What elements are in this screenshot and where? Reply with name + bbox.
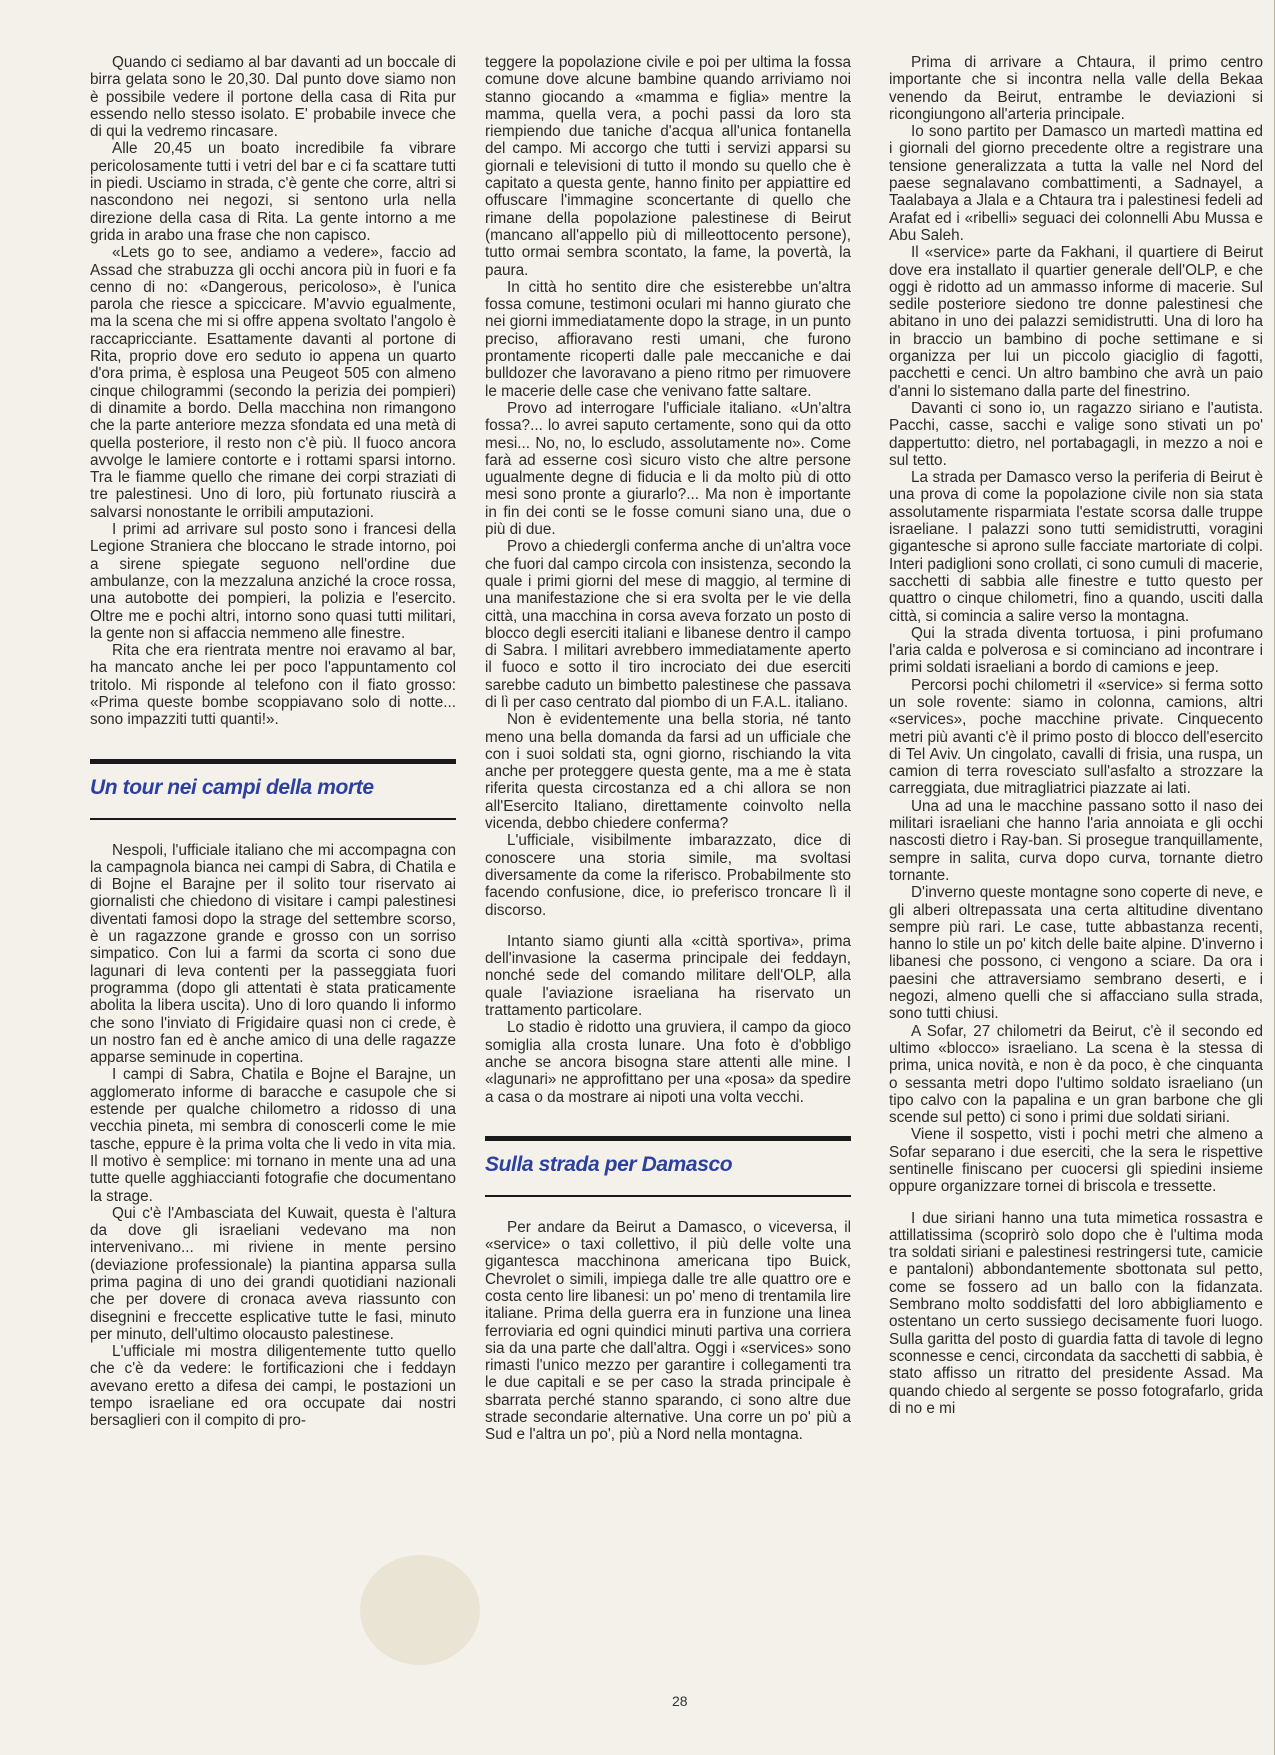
section-rule <box>485 1136 851 1141</box>
paragraph: A Sofar, 27 chilometri da Beirut, c'è il secondo ed ultimo «blocco» israeliano. La scena è la stessa di prima, unica novità, e non è da poco, è che cinquanta o sessanta metri dopo l'ultimo soldato israeliano (un tipo calvo con la papalina e un gran barbone che gli scende sul petto) ci sono i primi due soldati siriani. <box>889 1022 1263 1127</box>
section-heading-tour: Un tour nei campi della morte <box>90 775 374 799</box>
paragraph: teggere la popolazione civile e poi per ultima la fossa comune dove alcune bambine quando arriviamo noi stanno giocando a «mamma e figlia» mentre la mamma, quella vera, a pochi passi da loro sta riempiendo due taniche d'acqua all'unica fontanella del campo. Mi accorgo che tutti i servizi apparsi su giornali e televisioni di tutto il mondo su quello che è capitato a questa gente, hanno finito per appiattire ed offuscare l'immagine sconcertante di quello che rimane della popolazione palestinese di Beirut (mancano all'appello più di milleottocento persone), tutto ormai sembra scontato, la fame, la povertà, la paura. <box>485 54 851 279</box>
paragraph: I due siriani hanno una tuta mimetica rossastra e attillatissima (scoprirò solo dopo che è l'ultima moda tra soldati siriani e palestinesi restringersi tute, camicie e pantaloni) abbondantemente sbottonata sul petto, come se fossero ad un ballo con la fidanzata. Sembrano molto soddisfatti del loro abbigliamento e ostentano un certo sussiego decisamente fuori luogo. Sulla garitta del posto di guardia fatta di tavole di legno sconnesse e cenci, circondata da sacchetti di sabbia, è stato affisso un ritratto del presidente Assad. Ma quando chiedo al sergente se posso fotografarlo, grida di no e mi <box>889 1209 1263 1417</box>
page-number: 28 <box>672 1693 688 1709</box>
paragraph: In città ho sentito dire che esisterebbe un'altra fossa comune, testimoni oculari mi hanno giurato che nei giorni immediatamente dopo la strage, in un punto preciso, affioravano resti umani, che furono prontamente ricoperti dalle pale meccaniche e dai bulldozer che lavoravano a pieno ritmo per rimuovere le macerie delle case che venivano fatte saltare. <box>485 278 851 400</box>
paragraph: Nespoli, l'ufficiale italiano che mi accompagna con la campagnola bianca nei campi di Sabra, di Chatila e di Bojne el Barajne per il solito tour riservato ai giornalisti che chiedono di visitare i campi palestinesi diventati famosi dopo la strage del settembre scorso, è un ragazzone grande e grosso con un sorriso simpatico. Con lui a farmi da scorta ci sono due lagunari di leva contenti per la passeggiata fuori programma (dopo gli attentati è stata praticamente abolita la libera uscita). Uno di loro quando li informo che sono l'inviato di Frigidaire quasi non ci crede, è un nostro fan ed è anche amico di una delle ragazze apparse seminude in copertina. <box>90 841 456 1067</box>
paragraph: I campi di Sabra, Chatila e Bojne el Barajne, un agglomerato informe di baracche e casupole che si estende per qualche chilometro a ridosso di una vecchia pineta, mi sembra di conoscerli come le mie tasche, eppure è la prima volta che li vedo in vita mia. Il motivo è semplice: mi tornano in mente una ad una tutte quelle agghiaccianti fotografie che documentano la strage. <box>90 1066 456 1205</box>
paragraph: Quando ci sediamo al bar davanti ad un boccale di birra gelata sono le 20,30. Dal punto dove siamo non è possibile vedere il portone della casa di Rita pur essendo nello stesso isolato. E' probabile invece che di qui la vedremo rincasare. <box>90 54 456 141</box>
section-heading-damasco: Sulla strada per Damasco <box>485 1152 733 1176</box>
paragraph: Viene il sospetto, visti i pochi metri che almeno a Sofar separano i due eserciti, che la sera le rispettive sentinelle finiscano per cuocersi gli spiedini insieme oppure organizzare tornei di briscola e tressette. <box>889 1126 1263 1196</box>
paragraph: Prima di arrivare a Chtaura, il primo centro importante che si incontra nella valle della Bekaa venendo da Beirut, entrambe le deviazioni si ricongiungono all'arteria principale. <box>889 54 1263 123</box>
paragraph: D'inverno queste montagne sono coperte di neve, e gli alberi oltrepassata una certa altitudine diventano sempre più rari. Le case, tutte abbastanza recenti, hanno lo stile un po' kitch delle baite alpine. D'inverno i libanesi che possono, ci vengono a sciare. Da ora i paesini che attraversiamo sembrano deserti, e i negozi, almeno quelli che si affacciano sulla strada, sono tutti chiusi. <box>889 884 1263 1023</box>
paragraph: «Lets go to see, andiamo a vedere», faccio ad Assad che strabuzza gli occhi ancora più in fuori e fa cenno di no: «Dangerous, pericoloso», è l'unica parola che riesce a spiccicare. M'avvio egualmente, ma la scena che mi si offre appena svoltato l'angolo è raccapricciante. Esattamente davanti al portone di Rita, proprio dove ero seduto io appena un quarto d'ora prima, è esplosa una Peugeot 505 con almeno cinque chilogrammi (secondo la perizia dei pompieri) di dinamite a bordo. Della macchina non rimangono che la parte anteriore mezza sfondata ed una metà di quella posteriore, il resto non c'è più. Il fuoco ancora avvolge le lamiere contorte e i rottami sparsi intorno. Tra le fiamme quello che rimane dei corpi straziati di tre palestinesi. Uno di loro, più fortunato riuscirà a salvarsi nonostante le orribili amputazioni. <box>90 244 456 521</box>
paragraph: Non è evidentemente una bella storia, né tanto meno una bella domanda da farsi ad un ufficiale che con i suoi soldati sta, ogni giorno, rischiando la vita anche per proteggere questa gente, ma a me è stata riferita questa circostanza ed a chi allora se non all'Esercito Italiano, direttamente coinvolto nella vicenda, debbo chiedere conferma? <box>485 711 851 833</box>
heading-rule <box>90 818 456 820</box>
paragraph: La strada per Damasco verso la periferia di Beirut è una prova di come la popolazione civile non sia stata assolutamente risparmiata l'estate scorsa dalle truppe israeliane. I palazzi sono tutti semidistrutti, voragini gigantesche si aprono sulle facciate martoriate di colpi. Interi padiglioni sono crollati, ci sono cumuli di macerie, sacchetti di sabbia alle finestre e tutto questo per quattro o cinque chilometri, fino a quando, usciti dalla città, si comincia a salire verso la montagna. <box>889 469 1263 625</box>
paragraph: Alle 20,45 un boato incredibile fa vibrare pericolosamente tutti i vetri del bar e ci fa scattare tutti in piedi. Usciamo in strada, c'è gente che corre, altri si nascondono nei negozi, si sentono urla nella direzione della casa di Rita. La gente intorno a me grida in arabo una frase che non capisco. <box>90 140 456 244</box>
paper-stain <box>360 1555 480 1665</box>
paragraph: Una ad una le macchine passano sotto il naso dei militari israeliani che hanno l'aria annoiata e gli occhi nascosti dietro i Ray-ban. Si prosegue tranquillamente, sempre in salita, curva dopo curva, tornante dietro tornante. <box>889 797 1263 884</box>
paragraph: Per andare da Beirut a Damasco, o viceversa, il «service» o taxi collettivo, il più delle volte una gigantesca macchinona americana tipo Buick, Chevrolet o simili, impiega dalle tre alle quattro ore e costa cento lire libanesi: un po' meno di trentamila lire italiane. Prima della guerra era in funzione una linea ferroviaria ed ogni quindici minuti partiva una corriera sia da una parte che dall'altra. Oggi i «services» sono rimasti l'unico mezzo per garantire i collegamenti tra le due capitali e se per caso la strada principale è sbarrata perché stanno sparando, ci sono altre due strade secondarie alternative. Una corre un po' più a Sud e l'altra un po', più a Nord nella montagna. <box>485 1218 851 1444</box>
paragraph: I primi ad arrivare sul posto sono i francesi della Legione Straniera che bloccano le strade intorno, poi a sirene spiegate seguono nell'ordine due ambulanze, con la mezzaluna anziché la croce rossa, una autobotte dei pompieri, la polizia e l'esercito. Oltre me e pochi altri, intorno sono quasi tutti militari, la gente non si affaccia nemmeno alle finestre. <box>90 521 456 642</box>
paragraph: Provo a chiedergli conferma anche di un'altra voce che fuori dal campo circola con insistenza, secondo la quale i primi giorni del mese di maggio, al termine di una manifestazione che si era svolta per le vie della città, una macchina in corsa aveva forzato un posto di blocco degli eserciti italiani e libanese dentro il campo di Sabra. I militari avrebbero immediatamente aperto il fuoco e sotto il tiro incrociato dei due eserciti sarebbe caduto un bimbetto palestinese che passava di lì per caso centrato dal piombo di un F.A.L. italiano. <box>485 538 851 711</box>
paragraph: Intanto siamo giunti alla «città sportiva», prima dell'invasione la caserma principale dei feddayn, nonché sede del comando militare dell'OLP, alla quale l'aviazione israeliana ha riservato un trattamento particolare. <box>485 932 851 1020</box>
paragraph: Il «service» parte da Fakhani, il quartiere di Beirut dove era installato il quartier generale dell'OLP, e che oggi è ridotto ad un ammasso informe di macerie. Sul sedile posteriore siedono tre donne palestinesi che abitano in uno dei palazzi semidistrutti. Una di loro ha in braccio un bambino di poche settimane e si organizza per lui un piccolo giaciglio di fagotti, pacchetti e cenci. Un altro bambino che avrà un paio d'anni lo sistemano dalla parte del finestrino. <box>889 244 1263 400</box>
column-3 <box>889 54 1263 1679</box>
paragraph: Io sono partito per Damasco un martedì mattina ed i giornali del giorno precedente oltre a registrare una tensione generalizzata a tutta la valle nel Nord del paese segnalavano combattimenti, a Sadnayel, a Taalabaya a Jlala e a Chtaura tra i palestinesi fedeli ad Arafat ed i «ribelli» seguaci dei colonnelli Abu Mussa e Abu Saleh. <box>889 123 1263 244</box>
paragraph: L'ufficiale, visibilmente imbarazzato, dice di conoscere una storia simile, ma svoltasi diversamente da come la riferisco. Probabilmente sto facendo confusione, dice, io preferisco troncare lì il discorso. <box>485 832 851 919</box>
paragraph: Qui c'è l'Ambasciata del Kuwait, questa è l'altura da dove gli israeliani vedevano ma non intervenivano... mi riviene in mente persino (deviazione professionale) la piantina apparsa sulla prima pagina di uno dei grandi quotidiani nazionali che per dovere di cronaca aveva riassunto con disegnini e freccette esplicative tutte le fasi, minuto per minuto, dell'ultimo olocausto palestinese. <box>90 1204 456 1343</box>
paragraph: Qui la strada diventa tortuosa, i pini profumano l'aria calda e polverosa e si cominciano ad incontrare i primi soldati israeliani a bordo di camions e jeep. <box>889 624 1263 677</box>
paragraph: L'ufficiale mi mostra diligentemente tutto quello che c'è da vedere: le fortificazioni che i feddayn avevano eretto a difesa dei campi, le postazioni un tempo israeliane ed ora occupate dai nostri bersaglieri con il compito di pro- <box>90 1343 456 1430</box>
paragraph: Rita che era rientrata mentre noi eravamo al bar, ha mancato anche lei per poco l'appuntamento col tritolo. Mi risponde al telefono con il fiato grosso: «Prima queste bombe scoppiavano solo di notte... sono impazziti tutti quanti!». <box>90 642 456 729</box>
column-2 <box>485 54 851 1679</box>
heading-rule <box>485 1195 851 1197</box>
section-rule <box>90 759 456 764</box>
paragraph: Percorsi pochi chilometri il «service» si ferma sotto un sole rovente: siamo in colonna, camions, altri «services», poche macchine private. Cinquecento metri più avanti c'è il primo posto di blocco dell'esercito di Tel Aviv. Un cingolato, cavalli di frisia, una ruspa, un camion di terra rovesciato sull'asfalto a strozzare la carreggiata, due mitragliatrici piazzate ai lati. <box>889 676 1263 798</box>
paragraph: Lo stadio è ridotto una gruviera, il campo da gioco somiglia alla crosta lunare. Una foto è d'obbligo anche se ancora bisogna stare attenti alle mine. I «lagunari» ne approfittano per una «posa» da spedire a casa o da mostrare ai nipoti una volta vecchi. <box>485 1019 851 1106</box>
paragraph: Provo ad interrogare l'ufficiale italiano. «Un'altra fossa?... lo avrei saputo certamente, sono qui da otto mesi... No, no, lo escludo, assolutamente no». Come farà ad esserne così sicuro visto che altre persone ugualmente degne di fiducia e li da molto più di otto mesi sono pronte a giurarlo?... Ma non è importante in fin dei conti se le fosse comuni siano una, due o più di due. <box>485 399 851 539</box>
paragraph: Davanti ci sono io, un ragazzo siriano e l'autista. Pacchi, casse, sacchi e valige sono stivati un po' dappertutto: dietro, nel portabagagli, in mezzo a noi e sul tetto. <box>889 399 1263 469</box>
column-1 <box>90 54 456 1679</box>
